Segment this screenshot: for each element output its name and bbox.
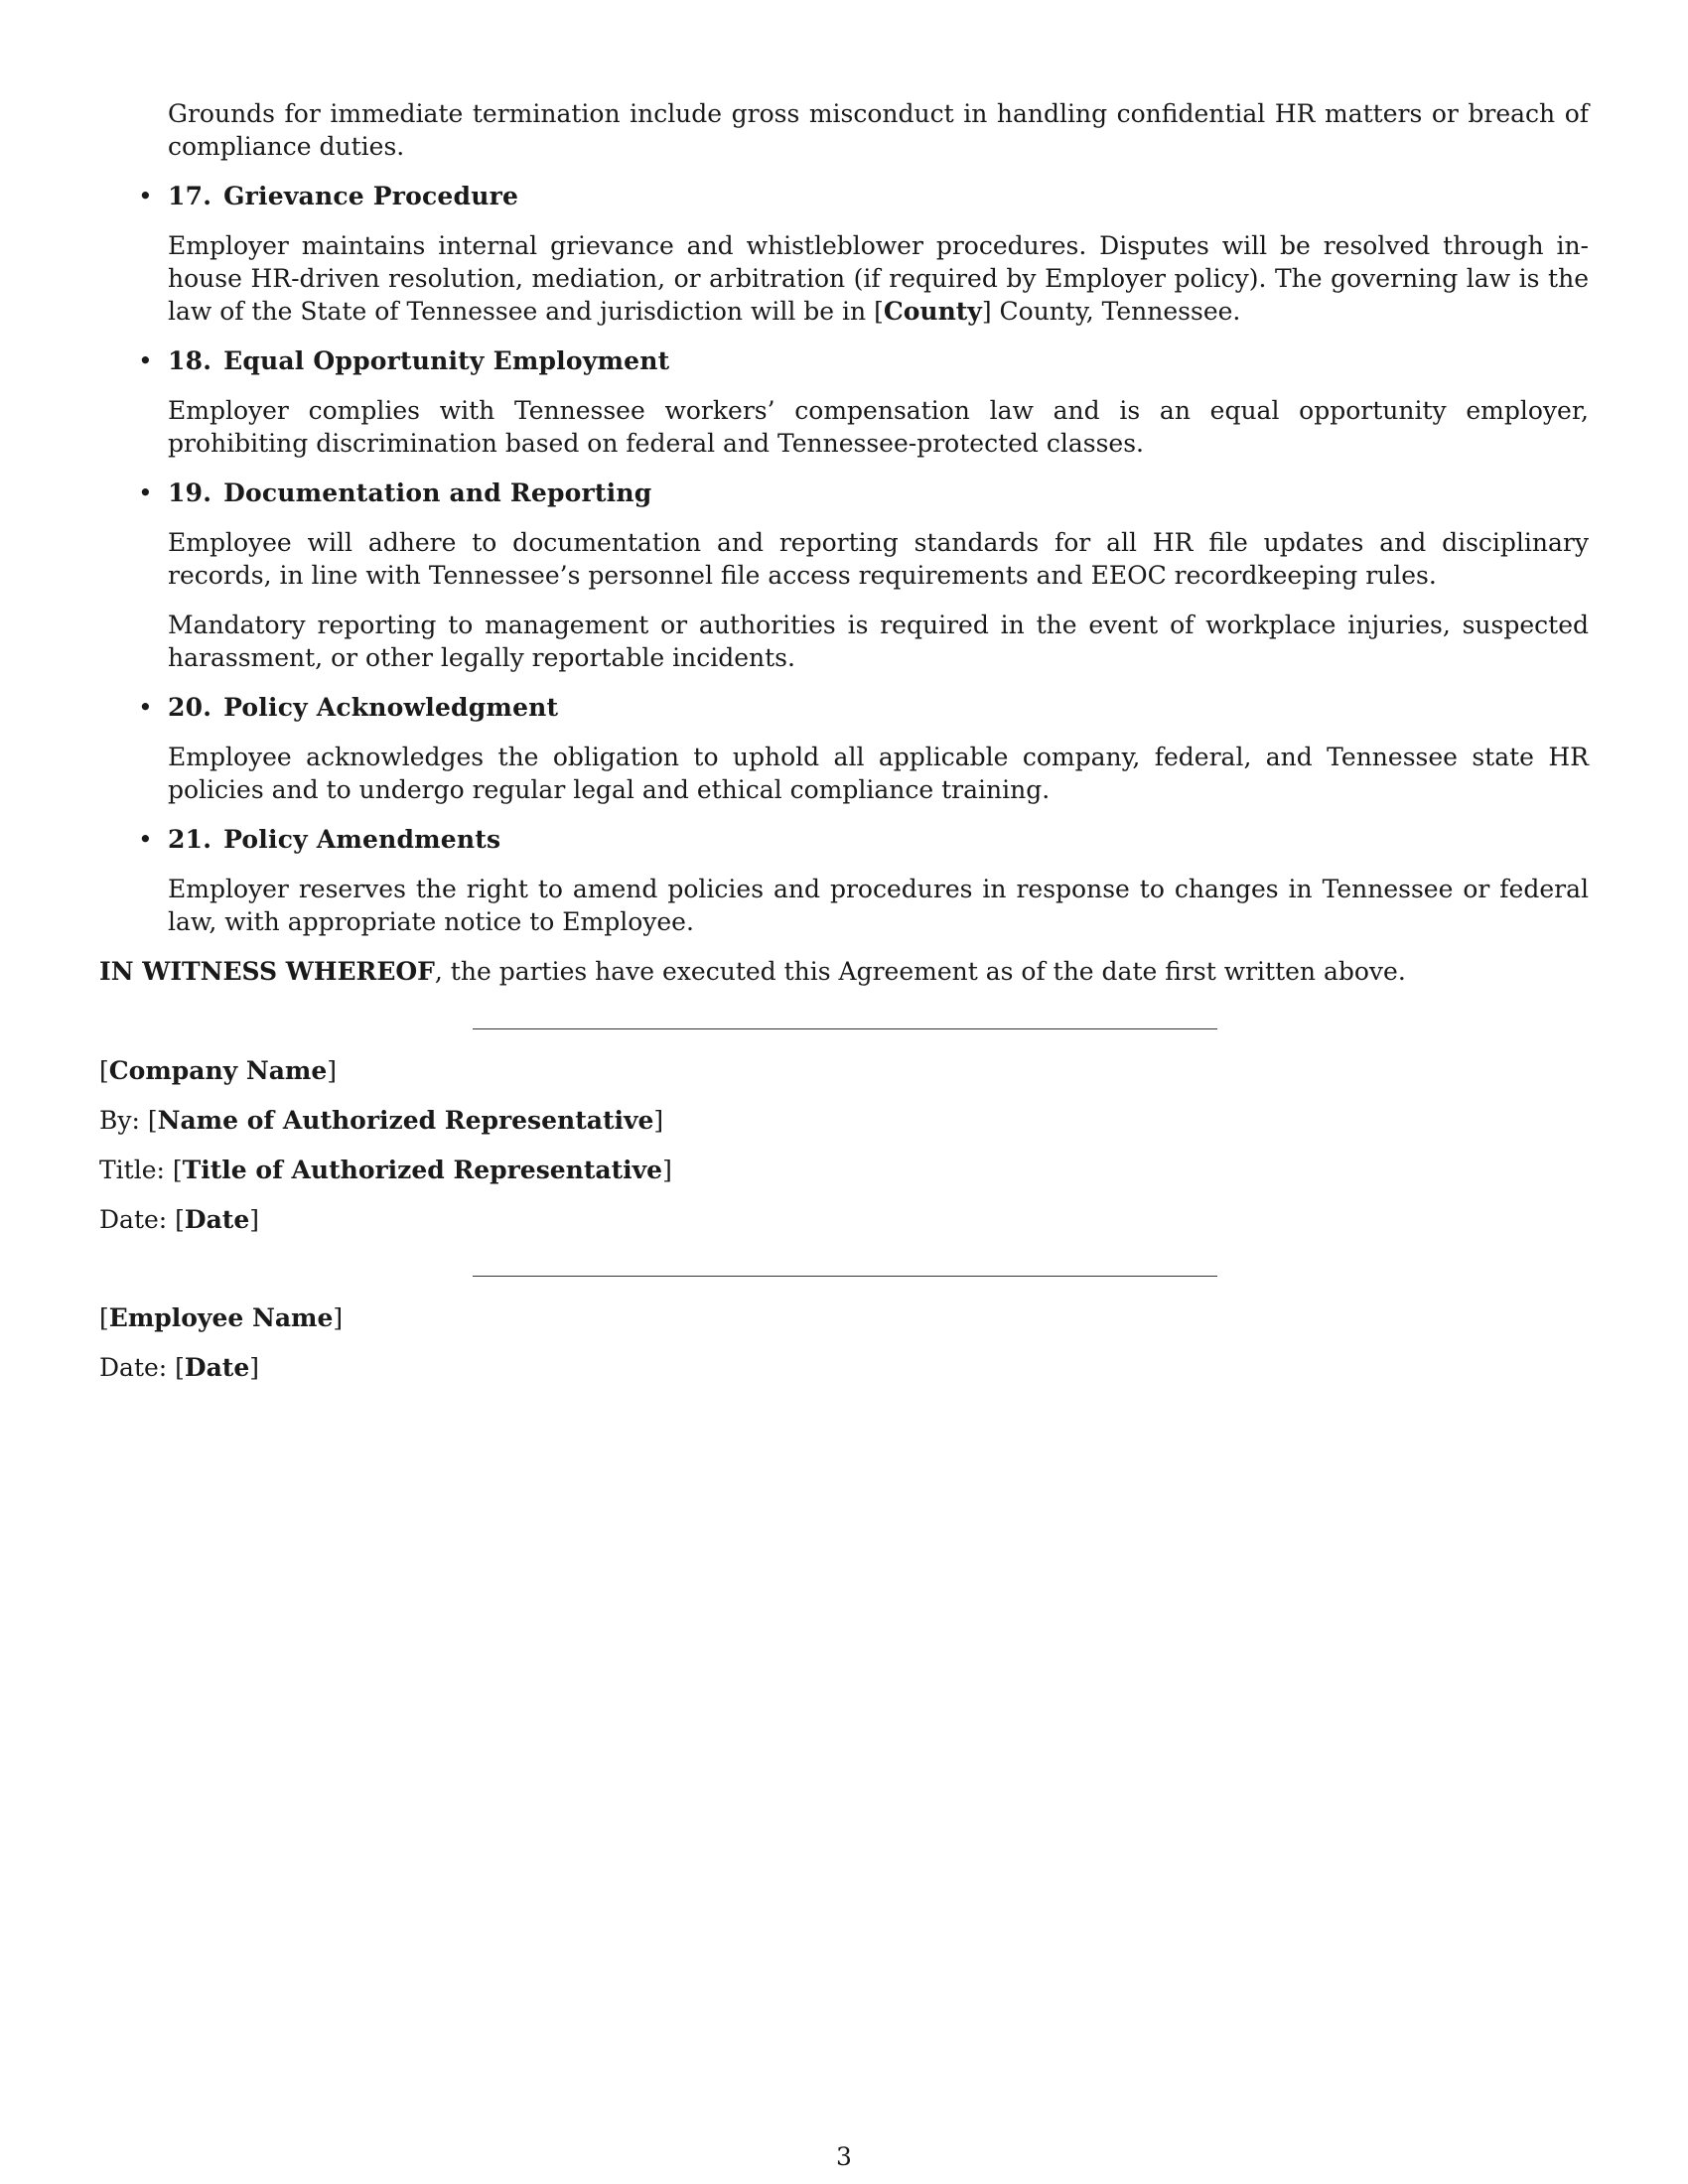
bullet-icon: • xyxy=(138,182,153,210)
date-label: Date: xyxy=(99,1205,168,1234)
bullet-icon: • xyxy=(138,478,153,507)
employer-signature-line xyxy=(473,1028,1217,1029)
witness-heading: IN WITNESS WHEREOF xyxy=(99,957,435,986)
company-name-placeholder: Company Name xyxy=(108,1056,328,1085)
section-title: Policy Amendments xyxy=(223,825,501,854)
page-number: 3 xyxy=(836,2142,852,2171)
witness-text: , the parties have executed this Agreement as of the date first written above. xyxy=(434,957,1406,986)
witness-statement xyxy=(99,955,1589,988)
title-line: Title: [Title of Authorized Representative] xyxy=(99,1156,672,1184)
employer-signature-block xyxy=(99,1054,1589,1236)
date-label: Date: xyxy=(99,1353,168,1382)
by-label: By: xyxy=(99,1106,140,1135)
section-title: Policy Acknowledgment xyxy=(223,693,559,722)
company-name-line: [Company Name] xyxy=(99,1056,338,1085)
employee-name-placeholder: Employee Name xyxy=(108,1303,334,1332)
employee-signature-block xyxy=(99,1301,1589,1384)
section-number: 21. xyxy=(168,825,212,854)
section-heading-17 xyxy=(138,180,1589,212)
date-placeholder: Date xyxy=(184,1205,250,1234)
section-title: Equal Opportunity Employment xyxy=(223,346,670,375)
section-title: Documentation and Reporting xyxy=(223,478,652,507)
section-19-paragraph-1: Employee will adhere to documentation and reporting standards for all HR file updates and disciplinary records, in line with Tennessee’s personnel file access requirements and EEOC recordkeeping rules. xyxy=(168,528,1589,590)
section-heading-20 xyxy=(138,691,1589,724)
employer-date-line: Date: [Date] xyxy=(99,1205,260,1234)
representative-name-placeholder: Name of Authorized Representative xyxy=(157,1106,654,1135)
county-placeholder: County xyxy=(883,297,982,326)
date-placeholder: Date xyxy=(184,1353,250,1382)
section-number: 18. xyxy=(168,346,212,375)
section-19-paragraph-2: Mandatory reporting to management or authorities is required in the event of workplace injuries, suspected harassment, or other legally reportable incidents. xyxy=(168,611,1589,672)
section-number: 20. xyxy=(168,693,212,722)
section-heading-18 xyxy=(138,344,1589,377)
by-line: By: [Name of Authorized Representative] xyxy=(99,1106,664,1135)
title-label: Title: xyxy=(99,1156,165,1184)
paragraph-text: Employer maintains internal grievance and whistleblower procedures. Disputes will be resolved through in-house HR-driven resolution, mediation, or arbitration (if required by Employer policy). The governing law is the law of the State of Tennessee and jurisdiction will be in [ xyxy=(168,231,1589,326)
employee-date-line: Date: [Date] xyxy=(99,1353,260,1382)
representative-title-placeholder: Title of Authorized Representative xyxy=(182,1156,663,1184)
employee-signature-line xyxy=(473,1276,1217,1277)
section-20-paragraph: Employee acknowledges the obligation to uphold all applicable company, federal, and Tennessee state HR policies and to undergo regular legal and ethical compliance training. xyxy=(168,743,1589,804)
section-title: Grievance Procedure xyxy=(223,182,519,210)
paragraph-text: ] County, Tennessee. xyxy=(981,297,1241,326)
bullet-icon: • xyxy=(138,693,153,722)
employee-name-line: [Employee Name] xyxy=(99,1303,344,1332)
bullet-icon: • xyxy=(138,825,153,854)
document-page xyxy=(99,97,1589,1401)
section-heading-19 xyxy=(138,477,1589,509)
section-18-paragraph: Employer complies with Tennessee workers’ compensation law and is an equal opportunity employer, prohibiting discrimination based on federal and Tennessee-protected classes. xyxy=(168,396,1589,458)
section-heading-21 xyxy=(138,823,1589,856)
intro-paragraph: Grounds for immediate termination include gross misconduct in handling confidential HR matters or breach of compliance duties. xyxy=(168,99,1589,161)
bullet-icon: • xyxy=(138,346,153,375)
section-number: 19. xyxy=(168,478,212,507)
section-17-paragraph xyxy=(168,229,1589,328)
section-number: 17. xyxy=(168,182,212,210)
section-21-paragraph: Employer reserves the right to amend policies and procedures in response to changes in Tennessee or federal law, with appropriate notice to Employee. xyxy=(168,875,1589,936)
